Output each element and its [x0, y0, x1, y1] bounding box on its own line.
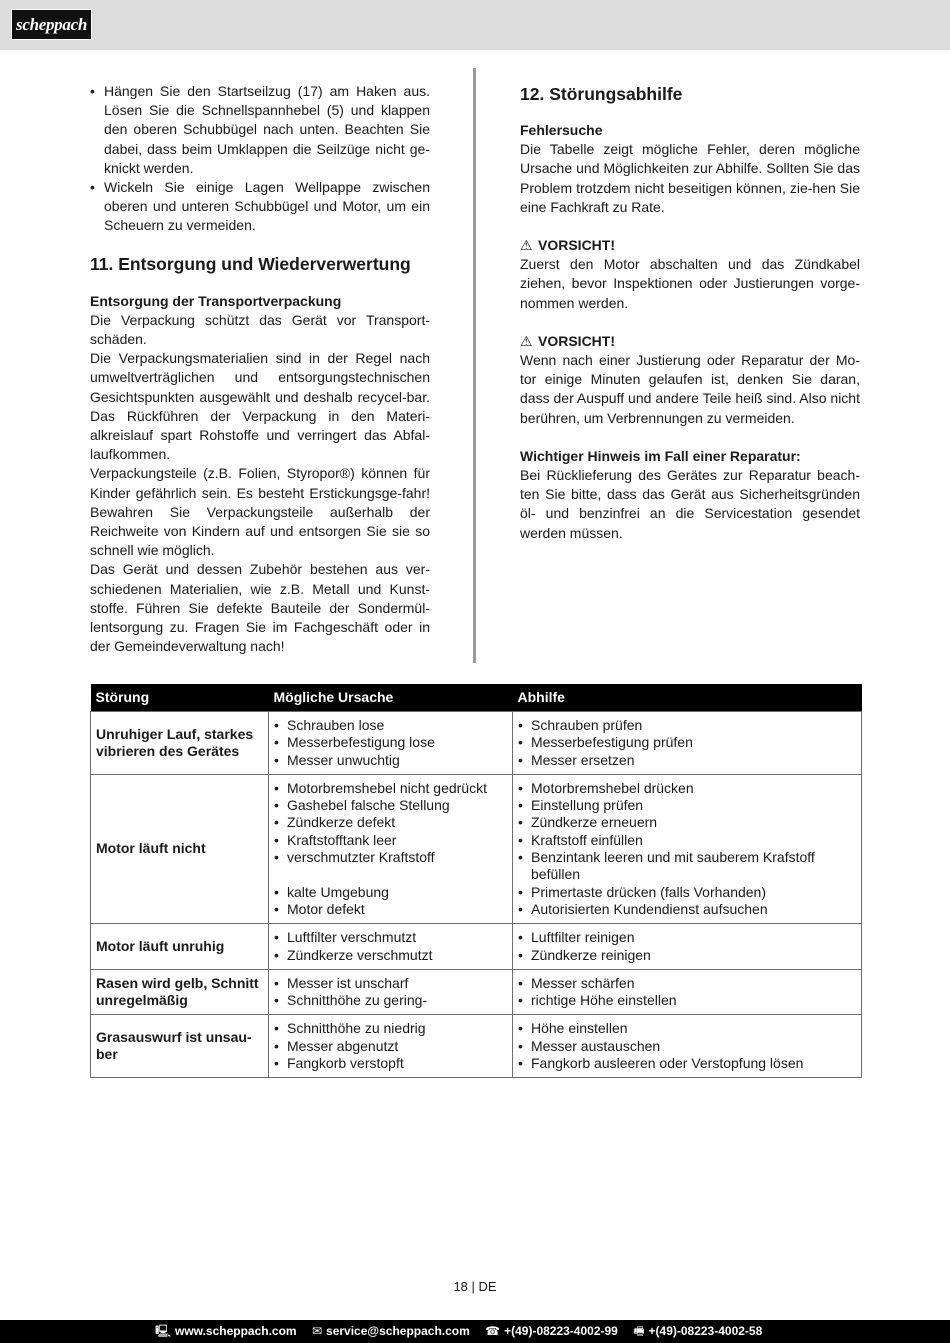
- remedy-list: [518, 717, 856, 769]
- list-item: • Messer unwuchtig: [274, 752, 507, 769]
- list-item: • Messer abgenutzt: [274, 1038, 507, 1055]
- paragraph: Die Verpackungsmaterialien sind in der Regel nach umweltverträglichen und entsorgungstechnischen Gesichtspunkten ausgewählt und deshalb recycel-bar. Das Rückführen der Verpackung in den Materi-alkreislauf spart Rohstoffe und verringert das Abfal-laufkommen.: [90, 350, 430, 463]
- list-item: • Luftfilter verschmutzt: [274, 929, 507, 946]
- fault-cell: Grasauswurf ist unsau-ber: [91, 1015, 269, 1078]
- cause-cell: [269, 774, 513, 923]
- phone-icon: ☎: [485, 1324, 501, 1338]
- website-text: www.scheppach.com: [175, 1324, 297, 1338]
- table-row: [91, 774, 862, 923]
- list-item: • kalte Umgebung: [274, 884, 507, 901]
- right-column: [520, 82, 860, 543]
- cause-list: [274, 717, 507, 769]
- list-item: • Hängen Sie den Startseilzug (17) am Haken aus. Lösen Sie die Schnellspannhebel (5) und klappen den oberen Schubbügel nach unten. Beachten Sie dabei, dass beim Umklappen die Seilzüge nicht ge-knickt werden.: [90, 82, 430, 178]
- footer-website[interactable]: [155, 1324, 297, 1338]
- list-item: • Schrauben prüfen: [518, 717, 856, 734]
- footer-phone: [485, 1324, 618, 1338]
- phone-text: +(49)-08223-4002-99: [504, 1324, 618, 1338]
- left-column: [90, 82, 430, 656]
- cause-cell: [269, 924, 513, 970]
- list-item: • Wickeln Sie einige Lagen Wellpappe zwischen oberen und unteren Schubbügel und Motor, um ein Scheuern zu vermeiden.: [90, 178, 430, 236]
- cause-list: [274, 929, 507, 964]
- table-row: [91, 969, 862, 1015]
- remedy-cell: [513, 924, 862, 970]
- section-heading-disposal: 11. Entsorgung und Wiederverwertung: [90, 253, 411, 274]
- list-item: • verschmutzter Kraftstoff: [274, 849, 507, 866]
- list-item: • Höhe einstellen: [518, 1020, 856, 1037]
- fault-cell: Motor läuft nicht: [91, 774, 269, 923]
- table-header-row: [91, 684, 862, 712]
- paragraph: Das Gerät und dessen Zubehör bestehen aus ver-schiedenen Materialien, wie z.B. Metall und Kunst-stoffe. Führen Sie defekte Bauteile der Sondermül-lentsorgung zu. Fragen Sie im Fachgeschäft oder in der Gemeindeverwaltung nach!: [90, 561, 430, 655]
- list-item: • Messerbefestigung lose: [274, 734, 507, 751]
- list-item: [274, 866, 507, 883]
- subheading-packaging: Entsorgung der Transportverpackung: [90, 292, 342, 309]
- column-header: Störung: [91, 684, 269, 712]
- list-item: • richtige Höhe einstellen: [518, 992, 856, 1009]
- warning-label: VORSICHT!: [538, 332, 615, 349]
- list-item: • Zündkerze defekt: [274, 814, 507, 831]
- subheading-fault-finding: Fehlersuche: [520, 122, 603, 138]
- email-text: service@scheppach.com: [326, 1324, 470, 1338]
- list-item: • Fangkorb verstopft: [274, 1055, 507, 1072]
- cause-list: [274, 780, 507, 918]
- list-item: • Messer schärfen: [518, 975, 856, 992]
- list-item: • Schnitthöhe zu gering-: [274, 992, 507, 1009]
- remedy-cell: [513, 969, 862, 1015]
- repair-note-heading: Wichtiger Hinweis im Fall einer Reparatur:: [520, 447, 801, 464]
- cause-cell: [269, 712, 513, 775]
- remedy-cell: [513, 1015, 862, 1078]
- list-item: • Zündkerze reinigen: [518, 947, 856, 964]
- list-item: • Schrauben lose: [274, 717, 507, 734]
- list-item: • Fangkorb ausleeren oder Verstopfung lösen: [518, 1055, 856, 1072]
- warning-title: [520, 332, 860, 351]
- remedy-list: [518, 975, 856, 1010]
- list-item: • Zündkerze erneuern: [518, 814, 856, 831]
- list-item: • Messer ersetzen: [518, 752, 856, 769]
- list-item: • Messer ist unscharf: [274, 975, 507, 992]
- cause-list: [274, 975, 507, 1010]
- troubleshooting-table: [90, 684, 862, 1078]
- list-item: • Motorbremshebel drücken: [518, 780, 856, 797]
- list-item: • Benzintank leeren und mit sauberem Krafstoff befüllen: [518, 849, 856, 884]
- column-header: Mögliche Ursache: [269, 684, 513, 712]
- list-item: • Motor defekt: [274, 901, 507, 918]
- fault-cell: Motor läuft unruhig: [91, 924, 269, 970]
- list-item: • Schnitthöhe zu niedrig: [274, 1020, 507, 1037]
- section-heading-troubleshooting: 12. Störungsabhilfe: [520, 84, 683, 104]
- footer-fax: [633, 1324, 762, 1338]
- list-item: • Motorbremshebel nicht gedrückt: [274, 780, 507, 797]
- list-item: • Primertaste drücken (falls Vorhanden): [518, 884, 856, 901]
- page-footer: [0, 1320, 950, 1343]
- intro-bullet-list: [90, 82, 430, 236]
- envelope-icon: ✉: [311, 1324, 323, 1338]
- list-item: • Gashebel falsche Stellung: [274, 797, 507, 814]
- list-item: • Kraftstofftank leer: [274, 832, 507, 849]
- repair-note-text: Bei Rücklieferung des Gerätes zur Reparatur beach-ten Sie bitte, dass das Gerät aus Sicherheitsgründen öl- und benzinfrei an die Servicestation gesendet werden müssen.: [520, 467, 860, 541]
- warning-label: VORSICHT!: [538, 237, 615, 254]
- paragraph: Die Tabelle zeigt mögliche Fehler, deren mögliche Ursache und Möglichkeiten zur Abhilfe. Sollten Sie das Problem trotzdem nicht beseitigen können, zie-hen Sie eine Fachkraft zu Rate.: [520, 141, 860, 215]
- paragraph: Verpackungsteile (z.B. Folien, Styropor®) können für Kinder gefährlich sein. Es besteht Erstickungsge-fahr! Bewahren Sie Verpackungsteile außerhalb der Reichweite von Kindern auf und entsorgen Sie sie so schnell wie möglich.: [90, 465, 430, 559]
- column-header: Abhilfe: [513, 684, 862, 712]
- fault-cell: Rasen wird gelb, Schnitt unregelmäßig: [91, 969, 269, 1015]
- fax-text: +(49)-08223-4002-58: [648, 1324, 763, 1338]
- table-row: [91, 1015, 862, 1078]
- list-item: • Zündkerze verschmutzt: [274, 947, 507, 964]
- remedy-cell: [513, 712, 862, 775]
- remedy-list: [518, 780, 856, 918]
- fax-icon: 🖷: [633, 1324, 645, 1338]
- list-item: • Messerbefestigung prüfen: [518, 734, 856, 751]
- remedy-list: [518, 1020, 856, 1072]
- table-row: [91, 712, 862, 775]
- cause-cell: [269, 1015, 513, 1078]
- remedy-cell: [513, 774, 862, 923]
- warning-text: Wenn nach einer Justierung oder Reparatur der Mo-tor einige Minuten gelaufen ist, denken Sie daran, dass der Auspuff und andere Teile heiß sind. Also nicht berühren, um Verbrennungen zu vermeiden.: [520, 352, 860, 426]
- warning-triangle-icon: ⚠: [520, 332, 533, 349]
- page-header: [0, 0, 950, 50]
- list-item: • Luftfilter reinigen: [518, 929, 856, 946]
- cause-cell: [269, 969, 513, 1015]
- warning-triangle-icon: ⚠: [520, 237, 533, 254]
- warning-title: [520, 236, 860, 255]
- list-item: • Messer austauschen: [518, 1038, 856, 1055]
- footer-email[interactable]: [312, 1324, 470, 1338]
- monitor-icon: 🖳: [155, 1324, 172, 1338]
- list-item: • Einstellung prüfen: [518, 797, 856, 814]
- fault-cell: Unruhiger Lauf, starkes vibrieren des Gerätes: [91, 712, 269, 775]
- cause-list: [274, 1020, 507, 1072]
- column-divider: [473, 68, 476, 663]
- warning-text: Zuerst den Motor abschalten und das Zündkabel ziehen, bevor Inspektionen oder Justierungen vorge-nommen werden.: [520, 256, 860, 311]
- paragraph: Die Verpackung schützt das Gerät vor Transport-schäden.: [90, 311, 430, 348]
- remedy-list: [518, 929, 856, 964]
- scheppach-logo: scheppach: [11, 9, 92, 40]
- list-item: • Autorisierten Kundendienst aufsuchen: [518, 901, 856, 918]
- table-row: [91, 924, 862, 970]
- list-item: • Kraftstoff einfüllen: [518, 832, 856, 849]
- page-number: 18 | DE: [453, 1279, 497, 1294]
